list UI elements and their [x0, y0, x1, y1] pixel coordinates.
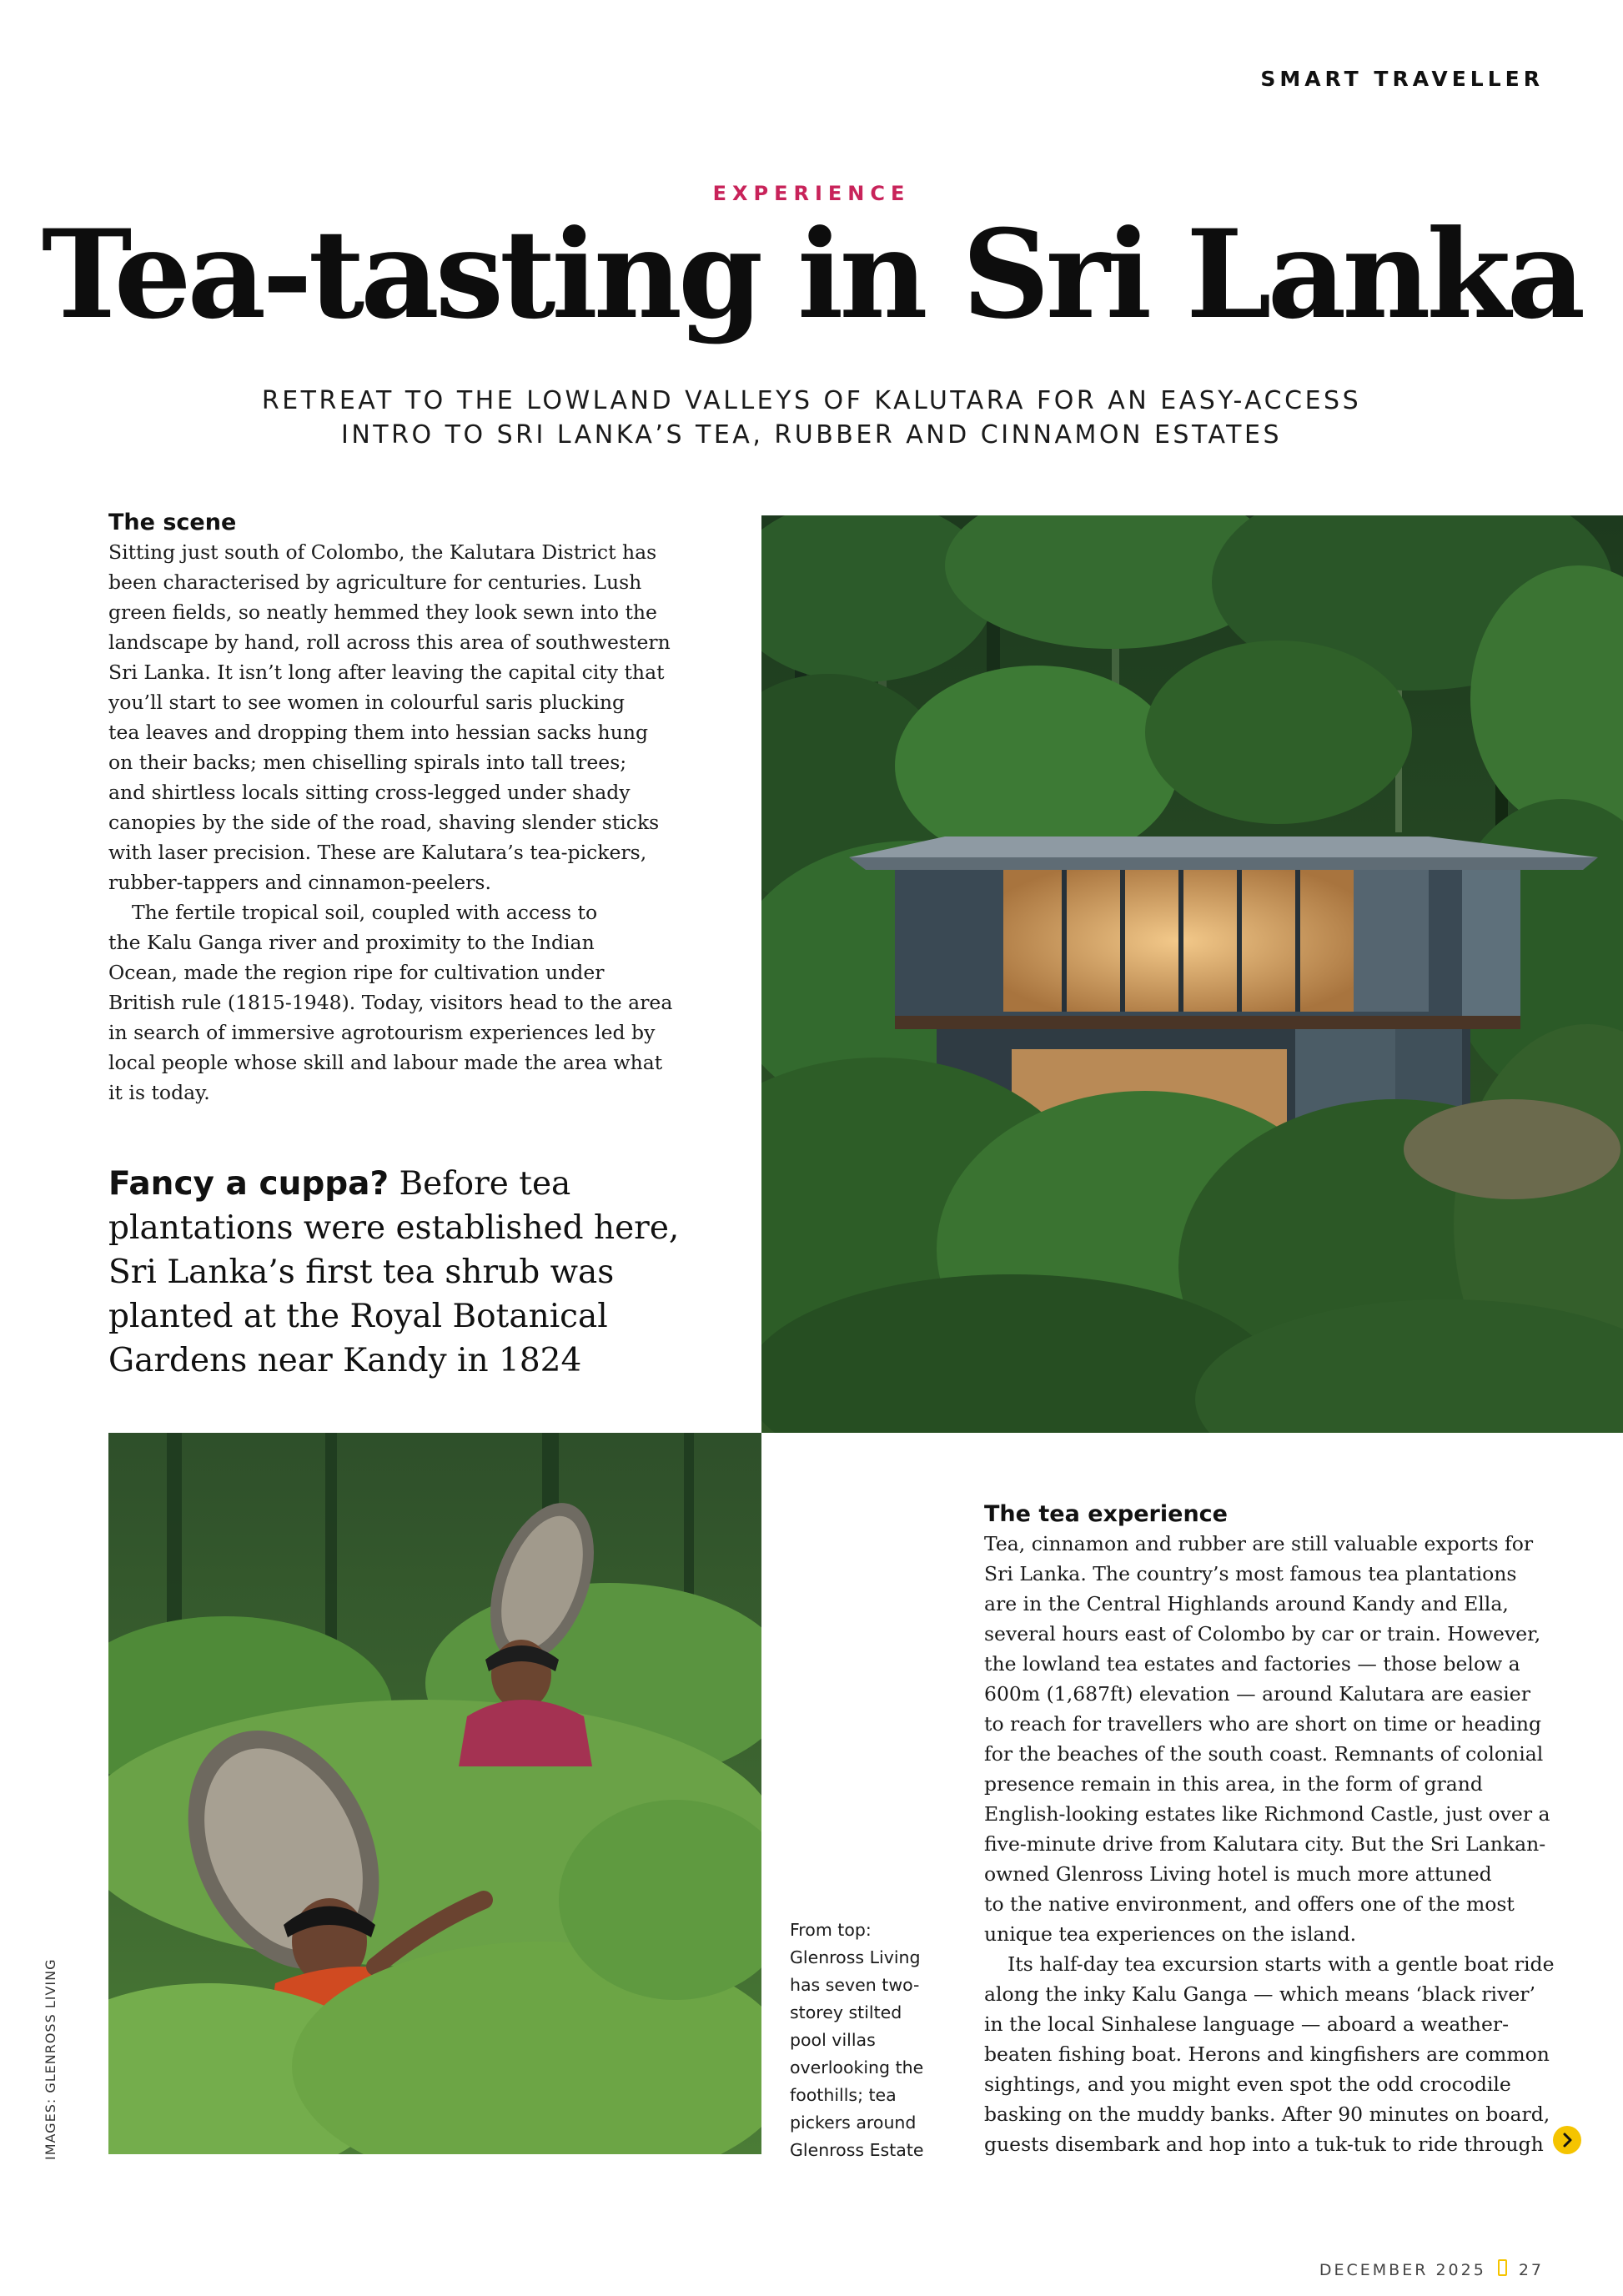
- tea-pickers-photo: [108, 1433, 761, 2154]
- article-standfirst: [167, 384, 1456, 452]
- pull-quote: Fancy a cuppa? Before tea plantations were established here, Sri Lanka’s first tea shrub was planted at the Royal Botanical Gardens near Kandy in 1824: [108, 1165, 680, 1379]
- photo-caption: From top: Glenross Living has seven two- storey stilted pool villas overlooking the foothills; tea pickers around Glenross Estate: [790, 1920, 924, 2160]
- scene-body: [108, 537, 684, 1108]
- scene-paragraph: The fertile tropical soil, coupled with access to the Kalu Ganga river and proximity to the Indian Ocean, made the region ripe for cultivation under British rule (1815-1948). Today, visitors head to the area in search of immersive agrotourism experiences led by local people whose skill and labour made the area what it is today.: [108, 901, 673, 1104]
- standfirst-line: INTRO TO SRI LANKA’S TEA, RUBBER AND CINNAMON ESTATES: [341, 420, 1282, 450]
- next-page-button[interactable]: [1553, 2126, 1581, 2154]
- section-tag: SMART TRAVELLER: [1260, 67, 1544, 91]
- pull-quote-lead: Fancy a cuppa?: [108, 1165, 389, 1203]
- issue-date: DECEMBER 2025: [1319, 2261, 1486, 2279]
- scene-section: [108, 509, 684, 1108]
- tea-experience-heading: The tea experience: [984, 1501, 1228, 1527]
- villa-photo: [761, 515, 1623, 1433]
- scene-paragraph: Sitting just south of Colombo, the Kalutara District has been characterised by agriculture for centuries. Lush green fields, so neatly hemmed they look sewn into the landscape by hand, roll across this area of southwestern Sri Lanka. It isn’t long after leaving the capital city that you’ll start to see women in colourful saris plucking tea leaves and dropping them into hessian sacks hung on their backs; men chiselling spirals into tall trees; and shirtless locals sitting cross-legged under shady canopies by the side of the road, shaving slender sticks with laser precision. These are Kalutara’s tea-pickers, rubber-tappers and cinnamon-peelers.: [108, 540, 671, 894]
- tea-experience-body: [984, 1529, 1568, 2159]
- scene-heading: The scene: [108, 510, 237, 535]
- chevron-right-icon: [1559, 2132, 1575, 2148]
- article-kicker: EXPERIENCE: [712, 182, 911, 205]
- photo-credit: IMAGES: GLENROSS LIVING: [43, 1958, 58, 2160]
- tea-experience-paragraph: Its half-day tea excursion starts with a gentle boat ride along the inky Kalu Ganga — which means ‘black river’ in the local Sinhalese language — aboard a weather- beaten fishing boat. Herons and kingfishers are common sightings, and you might even spot the odd crocodile basking on the muddy banks. After 90 minutes on board, guests disembark and hop into a tuk-tuk to ride through: [984, 1952, 1555, 2156]
- tea-experience-paragraph: Tea, cinnamon and rubber are still valuable exports for Sri Lanka. The country’s most famous tea plantations are in the Central Highlands around Kandy and Ella, several hours east of Colombo by car or train. However, the lowland tea estates and factories — those below a 600m (1,687ft) elevation — around Kalutara are easier to reach for travellers who are short on time or heading for the beaches of the south coast. Remnants of colonial presence remain in this area, in the form of grand English-looking estates like Richmond Castle, just over a five-minute drive from Kalutara city. But the Sri Lankan- owned Glenross Living hotel is much more attuned to the native environment, and offers one of the most unique tea experiences on the island.: [984, 1532, 1550, 1946]
- tea-experience-section: [984, 1500, 1568, 2159]
- folio-separator-icon: [1498, 2259, 1507, 2276]
- article-title: Tea-tasting in Sri Lanka: [41, 203, 1582, 346]
- page-number: 27: [1518, 2261, 1544, 2279]
- standfirst-line: RETREAT TO THE LOWLAND VALLEYS OF KALUTARA FOR AN EASY-ACCESS: [261, 386, 1362, 415]
- page-folio: [1319, 2259, 1544, 2279]
